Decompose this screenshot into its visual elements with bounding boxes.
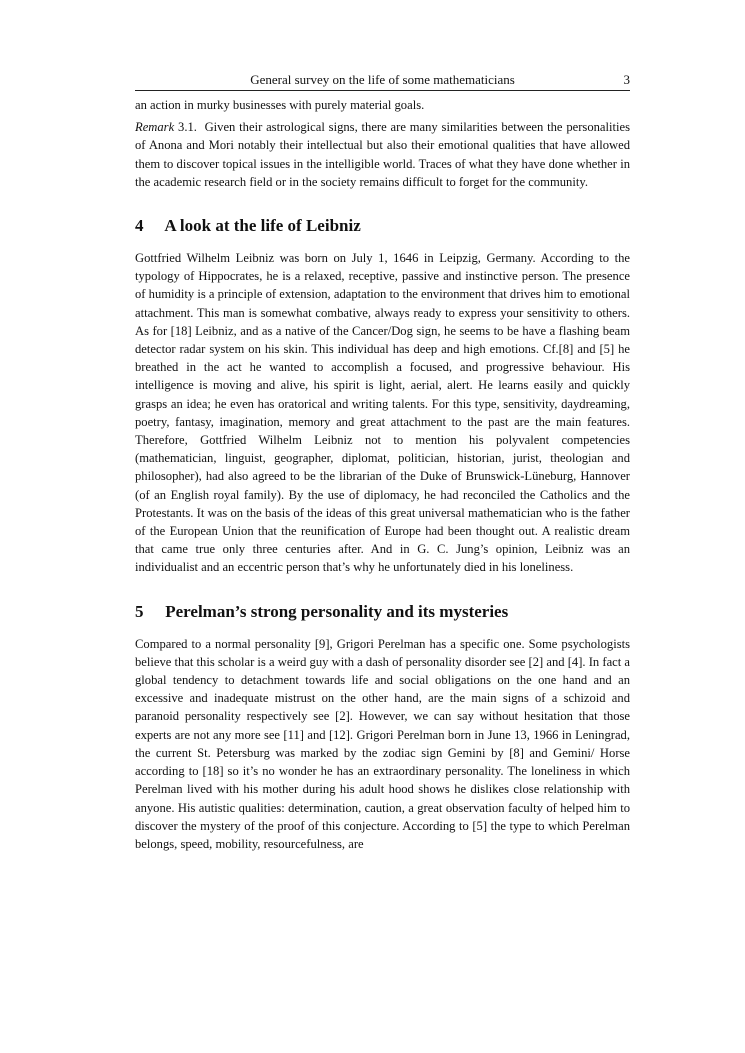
running-title: General survey on the life of some mathematicians bbox=[250, 72, 515, 87]
paper-page bbox=[135, 69, 630, 853]
section-5-title: Perelman’s strong personality and its mysteries bbox=[165, 601, 509, 621]
remark-paragraph bbox=[135, 118, 630, 191]
section-5-body: Compared to a normal personality [9], Grigori Perelman has a specific one. Some psychologists believe that this scholar is a weird guy with a dash of personality disorder see [2] and [4]. In fact a global tendency to detachment towards life and social obligations on the one hand and an excessive and inadequate mistrust on the other hand, are the main signs of a schizoid and paranoid personality respectively see [2]. However, we can say without hesitation that those experts are not any more see [11] and [12]. Grigori Perelman born in June 13, 1966 in Leningrad, the current St. Petersburg was marked by the zodiac sign Gemini by [8] and Gemini/ Horse according to [18] so it’s no wonder he has an extraordinary personality. The loneliness in which Perelman lived with his mother during his adult hood shows he dislikes close relationship with anyone. His autistic qualities: determination, caution, a great observation faculty of helped him to discover the mystery of the proof of this conjecture. According to [5] the type to which Perelman belongs, speed, mobility, resourcefulness, are bbox=[135, 636, 630, 851]
section-4-number: 4 bbox=[135, 216, 144, 236]
remark-label: Remark bbox=[135, 120, 175, 135]
remark-number: 3.1. bbox=[178, 120, 197, 135]
section-4-heading bbox=[135, 215, 630, 237]
section-5-number: 5 bbox=[135, 601, 144, 621]
section-4-title: A look at the life of Leibniz bbox=[164, 216, 361, 236]
continued-paragraph: an action in murky businesses with purely material goals. bbox=[135, 98, 425, 112]
running-header bbox=[135, 69, 630, 91]
section-5-heading bbox=[135, 601, 630, 623]
section-4-body: Gottfried Wilhelm Leibniz was born on July 1, 1646 in Leipzig, Germany. According to the typology of Hippocrates, he is a relaxed, receptive, passive and instinctive person. The presence of humidity is a principle of extension, adaptation to the environment that drives him to emotional attachment. This man is somewhat combative, always ready to express your sensitivity to others. As for [18] Leibniz, and as a native of the Cancer/Dog sign, he seems to be have a flashing beam detector radar system on his skin. This individual has deep and high emotions. Cf.[8] and [5] he breathed in the act he wanted to accomplish a focused, and progressive behaviour. His intelligence is moving and alive, his spirit is light, aerial, alert. He learns easily and quickly grasps an idea; he even has oratorical and writing talents. For this type, sensitivity, daydreaming, poetry, fantasy, imagination, memory and great attachment to the past are the main features. Therefore, Gottfried Wilhelm Leibniz not to mention his polyvalent competencies (mathematician, linguist, geographer, diplomat, politician, historian, jurist, theologian and philosopher), had also agreed to be the librarian of the Duke of Brunswick-Lüneburg, Hannover (of an English royal family). By the use of diplomacy, he had reconciled the Catholics and the Protestants. It was on the basis of the ideas of this great universal mathematician who is the father of the European Union that the reunification of Europe had been thought out. A realistic dream that came true only three centuries after. And in G. C. Jung’s opinion, Leibniz was an individualist and an eccentric person that’s why he unfortunately died in his loneliness. bbox=[135, 251, 630, 575]
remark-text: Given their astrological signs, there are many similarities between the personalities of Anona and Mori notably their intellectual but also their emotional qualities that have allowed them to discover topical issues in the intelligible world. Traces of what they have done whether in the academic research field or in the society remains difficult to forget for the community. bbox=[135, 120, 631, 189]
page-number: 3 bbox=[623, 72, 630, 87]
